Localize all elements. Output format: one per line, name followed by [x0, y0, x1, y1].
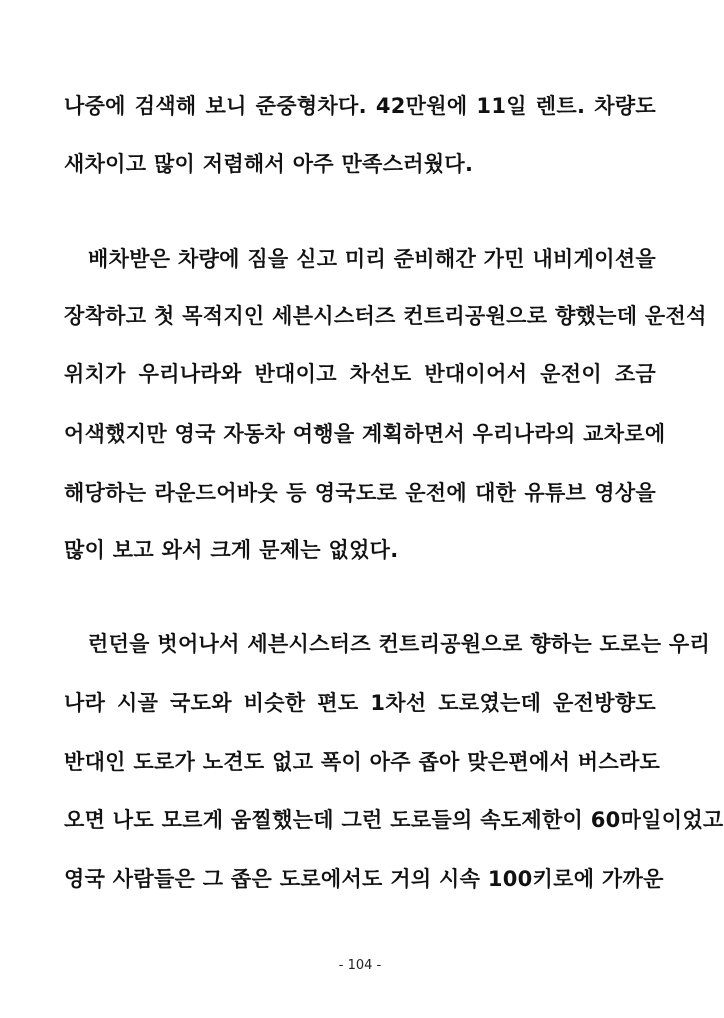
paragraph-3-line-4: 오면 나도 모르게 움찔했는데 그런 도로들의 속도제한이 60마일이었고	[64, 808, 724, 832]
paragraph-3-line-1: 런던을 벗어나서 세븐시스터즈 컨트리공원으로 향하는 도로는 우리	[88, 632, 711, 656]
paragraph-1-line-1: 나중에 검색해 보니 준중형차다. 42만원에 11일 렌트. 차량도	[64, 94, 656, 118]
paragraph-2-line-4: 어색했지만 영국 자동차 여행을 계획하면서 우리나라의 교차로에	[64, 422, 666, 446]
paragraph-2-line-5: 해당하는 라운드어바웃 등 영국도로 운전에 대한 유튜브 영상을	[64, 481, 656, 505]
paragraph-2-line-3: 위치가 우리나라와 반대이고 차선도 반대이어서 운전이 조금	[64, 362, 656, 386]
paragraph-2-line-6: 많이 보고 와서 크게 문제는 없었다.	[64, 538, 399, 562]
paragraph-2-line-1: 배차받은 차량에 짐을 싣고 미리 준비해간 가민 내비게이션을	[88, 247, 656, 271]
paragraph-2-line-2: 장착하고 첫 목적지인 세븐시스터즈 컨트리공원으로 향했는데 운전석	[64, 304, 707, 328]
paragraph-3-line-5: 영국 사람들은 그 좁은 도로에서도 거의 시속 100키로에 가까운	[64, 867, 664, 891]
paragraph-3-line-3: 반대인 도로가 노견도 없고 폭이 아주 좁아 맞은편에서 버스라도	[64, 750, 661, 774]
paragraph-1-line-2: 새차이고 많이 저렴해서 아주 만족스러웠다.	[64, 152, 474, 176]
paragraph-3-line-2: 나라 시골 국도와 비슷한 편도 1차선 도로였는데 운전방향도	[64, 691, 656, 715]
page-number: - 104 -	[338, 958, 382, 973]
